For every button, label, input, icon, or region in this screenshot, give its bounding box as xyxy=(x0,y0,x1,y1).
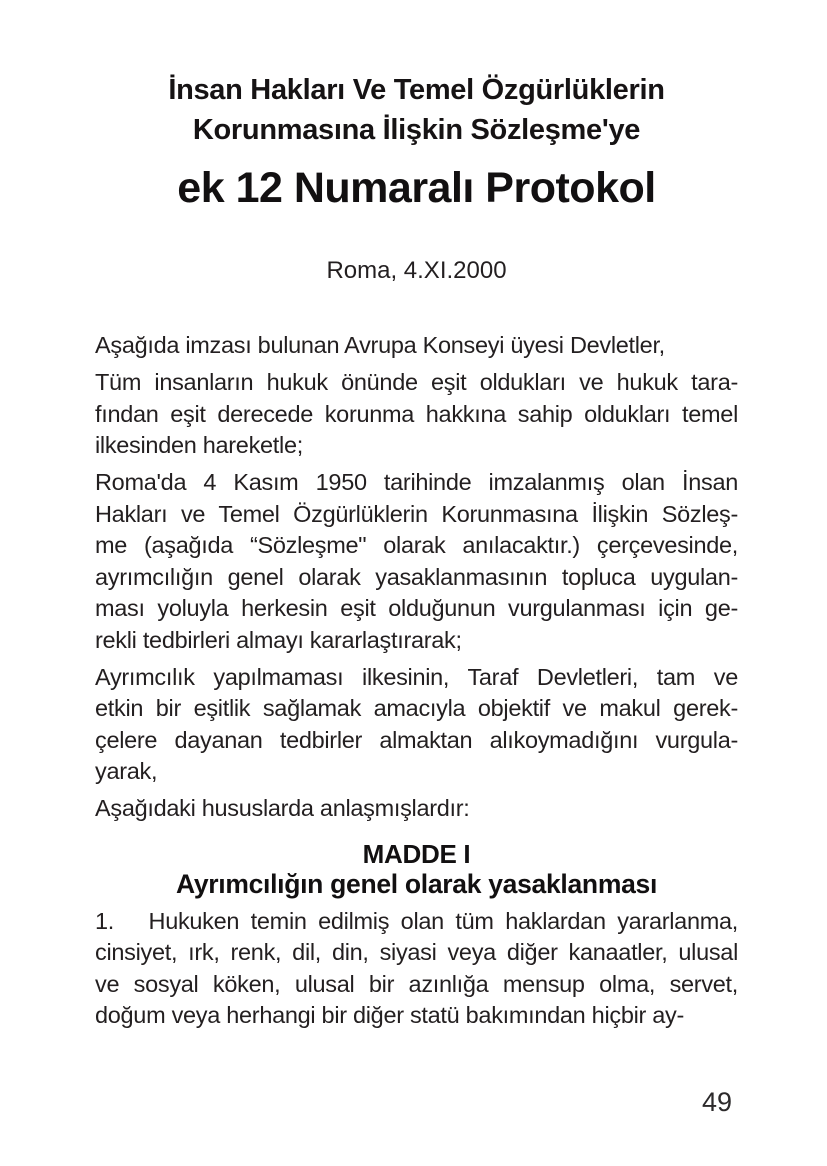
text-line: me (aşağıda “Sözleşme" olarak anılacaktır.) çerçevesinde, xyxy=(95,532,738,558)
page-number: 49 xyxy=(701,1087,732,1117)
text-line: ması yoluyla herkesin eşit olduğunun vurgulanması için ge- xyxy=(95,595,738,621)
page-content xyxy=(95,70,738,1037)
text-line: yarak, xyxy=(95,758,158,784)
document-title-line-2: Korunmasına İlişkin Sözleşme'ye xyxy=(192,114,641,146)
preamble-section xyxy=(95,330,738,825)
text-line: Ayrımcılık yapılmaması ilkesinin, Taraf Devletleri, tam ve xyxy=(95,663,738,690)
paragraph xyxy=(95,467,738,656)
text-line: ve sosyal köken, ulusal bir azınlığa mensup olma, servet, xyxy=(95,970,738,997)
place-and-date: Roma, 4.XI.2000 xyxy=(326,257,507,284)
paragraph xyxy=(95,367,738,462)
text-line: çelere dayanan tedbirler almaktan alıkoymadığını vurgula- xyxy=(95,726,738,753)
text-line: etkin bir eşitlik sağlamak amacıyla objektif ve makul gerek- xyxy=(95,695,738,721)
article-title-heading: Ayrımcılığın genel olarak yasaklanması xyxy=(175,868,658,899)
document-title-line-1: İnsan Hakları Ve Temel Özgürlüklerin xyxy=(168,74,665,106)
text-line: Hakları ve Temel Özgürlüklerin Korunmasına İlişkin Sözleş- xyxy=(95,500,738,527)
article-number-heading: MADDE I xyxy=(362,838,471,869)
document-main-title: ek 12 Numaralı Protokol xyxy=(177,164,656,212)
paragraph xyxy=(95,662,738,788)
paragraph xyxy=(95,906,738,1032)
text-line: Aşağıdaki hususlarda anlaşmışlardır: xyxy=(95,795,470,821)
paragraph xyxy=(95,793,738,825)
paragraph xyxy=(95,330,738,362)
text-line: 1. Hukuken temin edilmiş olan tüm haklardan yararlanma, xyxy=(95,907,738,934)
article-heading xyxy=(95,839,738,899)
text-line: rekli tedbirleri almayı kararlaştırarak; xyxy=(95,626,462,653)
text-line: cinsiyet, ırk, renk, dil, din, siyasi veya diğer kanaatler, ulusal xyxy=(95,939,738,965)
document-header xyxy=(95,70,738,286)
text-line: doğum veya herhangi bir diğer statü bakımından hiçbir ay- xyxy=(95,1002,685,1028)
text-line: ayrımcılığın genel olarak yasaklanmasının topluca uygulan- xyxy=(95,563,738,590)
text-line: ilkesinden hareketle; xyxy=(95,432,303,458)
article-body-section xyxy=(95,906,738,1032)
text-line: Aşağıda imzası bulunan Avrupa Konseyi üyesi Devletler, xyxy=(95,332,665,358)
text-line: Roma'da 4 Kasım 1950 tarihinde imzalanmış olan İnsan xyxy=(95,469,738,495)
text-line: Tüm insanların hukuk önünde eşit oldukları ve hukuk tara- xyxy=(95,369,738,395)
text-line: fından eşit derecede korunma hakkına sahip oldukları temel xyxy=(95,400,738,427)
